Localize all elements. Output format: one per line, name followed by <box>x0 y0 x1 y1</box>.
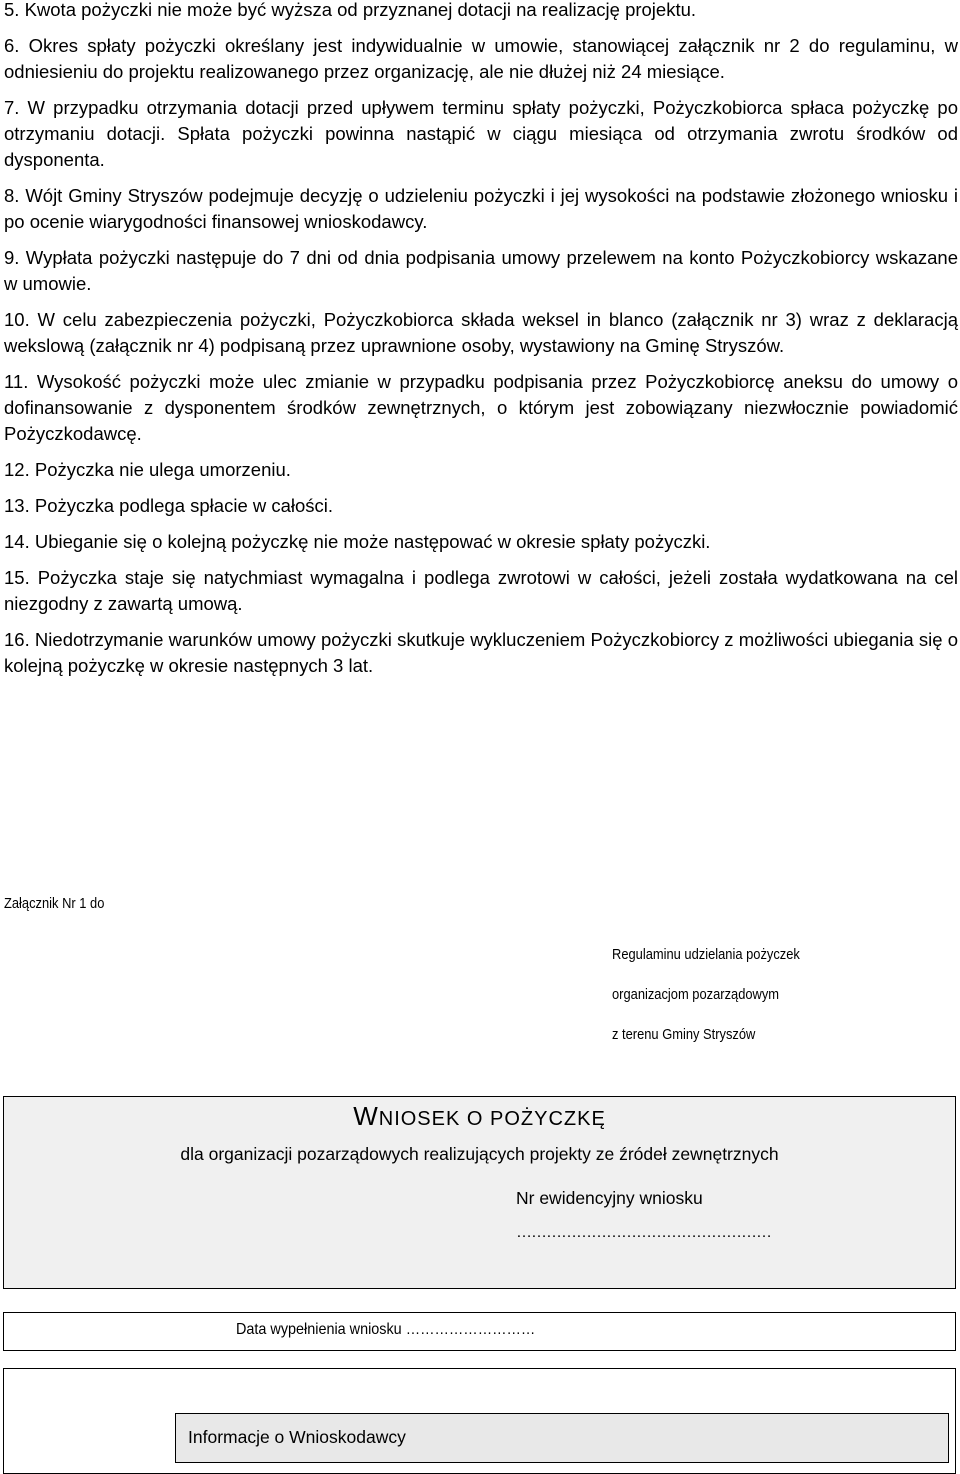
regulation-item: 14. Ubieganie się o kolejną pożyczkę nie może następować w okresie spłaty pożyczki. <box>4 531 711 552</box>
regulation-item: 15. Pożyczka staje się natychmiast wymagalna i podlega zwrotowi w całości, jeżeli została wydatkowana na cel niezgodny z zawartą umową. <box>4 567 958 614</box>
regulation-item: 7. W przypadku otrzymania dotacji przed upływem terminu spłaty pożyczki, Pożyczkobiorca spłaca pożyczkę po otrzymaniu dotacji. Spłata pożyczki powinna nastąpić w ciągu miesiąca od otrzymania zwrotu środków od dysponenta. <box>4 97 958 170</box>
regulation-item: 5. Kwota pożyczki nie może być wyższa od przyznanej dotacji na realizację projektu. <box>4 0 697 20</box>
regulation-item: 13. Pożyczka podlega spłacie w całości. <box>4 495 334 516</box>
applicant-info-label: Informacje o Wnioskodawcy <box>188 1427 406 1447</box>
regulation-item: 10. W celu zabezpieczenia pożyczki, Pożyczkobiorca składa weksel in blanco (załącznik nr 3) wraz z deklaracją wekslową (załącznik nr 4) podpisaną przez uprawnione osoby, wystawiony na Gminę Stryszów. <box>4 309 958 356</box>
regulation-item: 6. Okres spłaty pożyczki określany jest indywidualnie w umowie, stanowiącej załącznik nr 2 do regulaminu, w odniesieniu do projektu realizowanego przez organizację, ale nie dłużej niż 24 miesiące. <box>4 35 958 82</box>
form-subtitle: dla organizacji pozarządowych realizujących projekty ze źródeł zewnętrznych <box>180 1144 779 1164</box>
fill-date-field[interactable]: Data wypełnienia wniosku ……………………… <box>236 1321 536 1338</box>
registry-number-label: Nr ewidencyjny wniosku <box>516 1188 703 1208</box>
applicant-info-box <box>3 1368 956 1474</box>
form-title-rest: NIOSEK O POŻYCZKĘ <box>378 1108 606 1130</box>
regulation-item: 11. Wysokość pożyczki może ulec zmianie w przypadku podpisania przez Pożyczkobiorcę aneksu do umowy o dofinansowanie z dysponentem środków zewnętrznych, o którym jest zobowiązany niezwłocznie powiadomić Pożyczkodawcę. <box>4 371 958 444</box>
attachment-reference-line: z terenu Gminy Stryszów <box>612 1026 756 1043</box>
attachment-reference <box>612 935 800 1055</box>
attachment-label: Załącznik Nr 1 do <box>4 895 105 912</box>
form-title <box>4 1101 955 1132</box>
applicant-info-header <box>175 1413 949 1463</box>
fill-date-box <box>3 1312 956 1351</box>
regulation-item: 8. Wójt Gminy Stryszów podejmuje decyzję o udzieleniu pożyczki i jej wysokości na podstawie złożonego wniosku i po ocenie wiarygodności finansowej wnioskodawcy. <box>4 185 958 232</box>
form-title-initial: W <box>353 1101 379 1131</box>
attachment-reference-line: organizacjom pozarządowym <box>612 986 780 1003</box>
regulation-items <box>4 0 958 689</box>
application-header-box <box>3 1096 956 1289</box>
regulation-item: 9. Wypłata pożyczki następuje do 7 dni od dnia podpisania umowy przelewem na konto Pożyczkobiorcy wskazane w umowie. <box>4 247 958 294</box>
regulation-item: 16. Niedotrzymanie warunków umowy pożyczki skutkuje wykluczeniem Pożyczkobiorcy z możliwości ubiegania się o kolejną pożyczkę w okresie następnych 3 lat. <box>4 629 958 676</box>
registry-number-field[interactable]: …………………………………………… <box>516 1224 771 1241</box>
regulation-item: 12. Pożyczka nie ulega umorzeniu. <box>4 459 291 480</box>
attachment-reference-line: Regulaminu udzielania pożyczek <box>612 946 800 963</box>
